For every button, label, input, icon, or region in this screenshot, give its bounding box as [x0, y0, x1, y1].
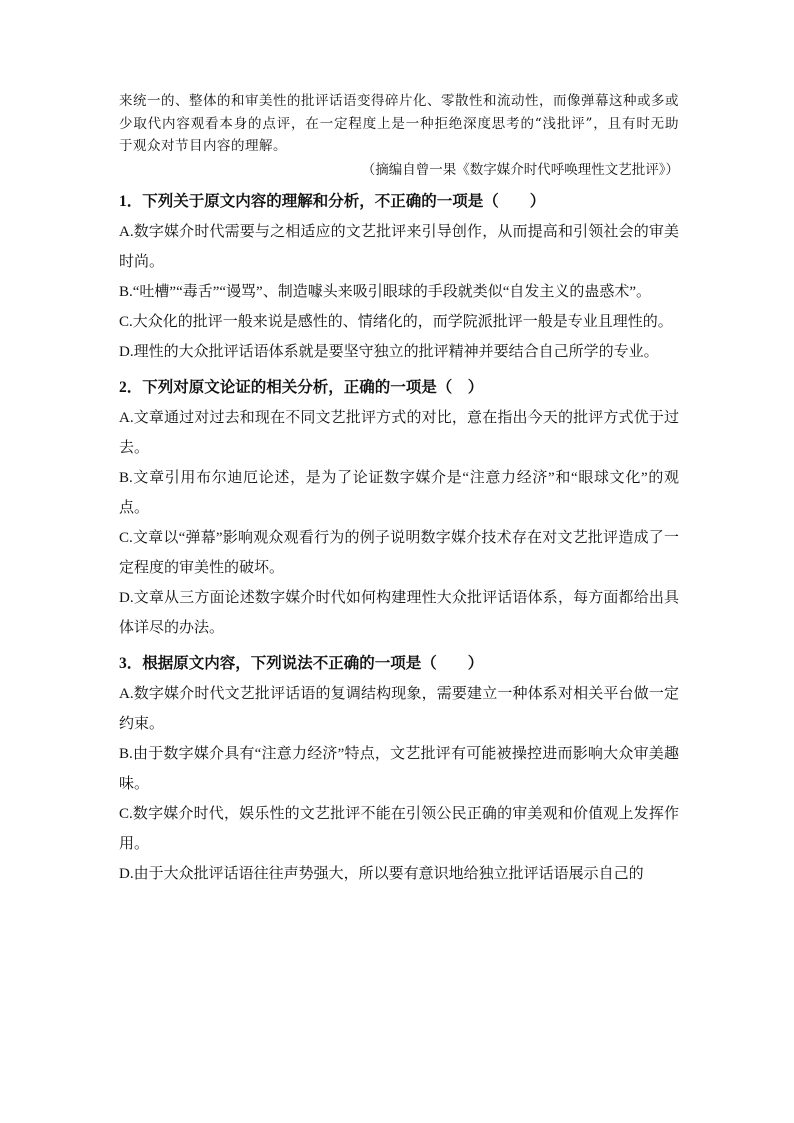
document-page [119, 90, 679, 889]
passage-tail-text: 来统一的、整体的和审美性的批评话语变得碎片化、零散性和流动性，而像弹幕这种或多或少取代内容观看本身的点评，在一定程度上是一种拒绝深度思考的“浅批评”，且有时无助于观众对节目内容的理解。 [119, 93, 679, 154]
option-b: B.“吐槽”“毒舌”“谩骂”、制造噱头来吸引眼球的手段就类似“自发主义的蛊惑术”。 [119, 283, 652, 300]
option-a: A.数字媒介时代文艺批评话语的复调结构现象，需要建立一种体系对相关平台做一定约束。 [119, 685, 679, 732]
option-b: B.由于数字媒介具有“注意力经济”特点，文艺批评有可能被操控进而影响大众审美趣味。 [119, 745, 679, 792]
passage-source-citation: （摘编自曾一果《数字媒介时代呼唤理性文艺批评》） [361, 161, 679, 178]
question-1 [119, 187, 679, 367]
option-d: D.理性的大众批评话语体系就是要坚守独立的批评精神并要结合自己所学的专业。 [119, 343, 659, 360]
option-a: A.数字媒介时代需要与之相适应的文艺批评来引导创作，从而提高和引领社会的审美时尚。 [119, 223, 679, 270]
question-stem: 1．下列关于原文内容的理解和分析，不正确的一项是（ ） [119, 192, 546, 210]
question-3 [119, 649, 679, 889]
option-c: C.文章以“弹幕”影响观众观看行为的例子说明数字媒介技术存在对文艺批评造成了一定程度的审美性的破坏。 [119, 529, 679, 576]
question-stem: 2．下列对原文论证的相关分析，正确的一项是（ ） [119, 378, 484, 396]
option-c: C.大众化的批评一般来说是感性的、情绪化的，而学院派批评一般是专业且理性的。 [119, 313, 673, 330]
option-b: B.文章引用布尔迪厄论述，是为了论证数字媒介是“注意力经济”和“眼球文化”的观点。 [119, 469, 679, 516]
option-c: C.数字媒介时代，娱乐性的文艺批评不能在引领公民正确的审美观和价值观上发挥作用。 [119, 805, 679, 852]
option-a: A.文章通过对过去和现在不同文艺批评方式的对比，意在指出今天的批评方式优于过去。 [119, 409, 679, 456]
option-d: D.文章从三方面论述数字媒介时代如何构建理性大众批评话语体系，每方面都给出具体详尽的办法。 [119, 589, 679, 636]
option-d: D.由于大众批评话语往往声势强大，所以要有意识地给独立批评话语展示自己的 [119, 865, 644, 882]
question-stem: 3．根据原文内容，下列说法不正确的一项是（ ） [119, 654, 484, 672]
question-2 [119, 373, 679, 643]
